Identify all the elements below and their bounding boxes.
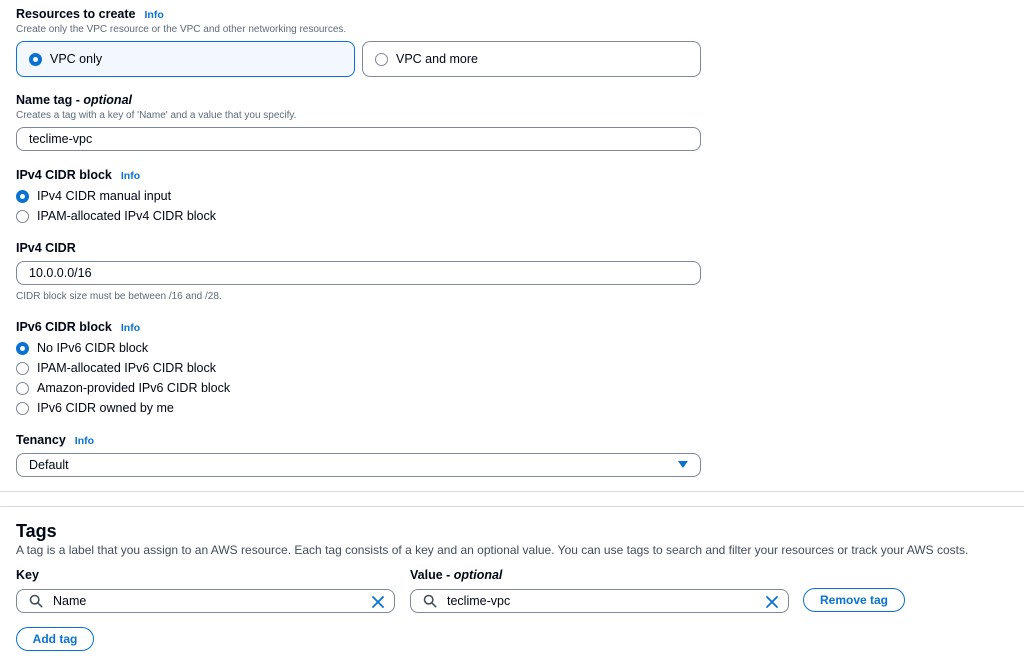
radio-ipv4-ipam-label: IPAM-allocated IPv4 CIDR block bbox=[37, 209, 216, 223]
clear-icon[interactable] bbox=[764, 594, 780, 610]
radio-ipv4-manual-label: IPv4 CIDR manual input bbox=[37, 189, 172, 203]
tile-vpc-only-label: VPC only bbox=[50, 52, 103, 66]
tenancy-info-link[interactable]: Info bbox=[74, 435, 95, 447]
name-tag-description: Creates a tag with a key of 'Name' and a value that you specify. bbox=[16, 110, 297, 121]
tag-value-value: teclime-vpc bbox=[447, 594, 511, 608]
remove-tag-button[interactable]: Remove tag bbox=[803, 588, 905, 612]
radio-ipv4-ipam[interactable] bbox=[16, 209, 216, 223]
radio-vpc-only[interactable] bbox=[29, 53, 42, 66]
radio-ipv6-owned-control[interactable] bbox=[16, 402, 29, 415]
radio-ipv6-none[interactable] bbox=[16, 341, 148, 355]
radio-ipv4-ipam-control[interactable] bbox=[16, 210, 29, 223]
tag-key-value: Name bbox=[53, 594, 87, 608]
radio-ipv6-amazon-label: Amazon-provided IPv6 CIDR block bbox=[37, 381, 231, 395]
add-tag-button[interactable]: Add tag bbox=[16, 627, 94, 651]
radio-ipv6-ipam-label: IPAM-allocated IPv6 CIDR block bbox=[37, 361, 216, 375]
radio-ipv6-amazon[interactable] bbox=[16, 381, 230, 395]
tile-vpc-and-more[interactable] bbox=[362, 41, 701, 77]
radio-ipv6-ipam-control[interactable] bbox=[16, 362, 29, 375]
search-icon bbox=[423, 594, 437, 608]
tags-title: Tags bbox=[16, 521, 57, 541]
tile-vpc-and-more-label: VPC and more bbox=[396, 52, 478, 66]
name-tag-label: Name tag - optional bbox=[16, 93, 132, 107]
radio-ipv6-ipam[interactable] bbox=[16, 361, 216, 375]
radio-ipv6-owned-label: IPv6 CIDR owned by me bbox=[37, 401, 174, 415]
tenancy-label: Tenancy Info bbox=[16, 433, 95, 447]
search-icon bbox=[29, 594, 43, 608]
ipv4-info-link[interactable]: Info bbox=[120, 170, 141, 182]
radio-ipv6-none-label: No IPv6 CIDR block bbox=[37, 341, 149, 355]
name-tag-value: teclime-vpc bbox=[29, 132, 93, 146]
ipv4-cidr-hint: CIDR block size must be between /16 and /28. bbox=[16, 291, 222, 302]
tag-value-label: Value - optional bbox=[410, 568, 503, 582]
radio-ipv6-owned[interactable] bbox=[16, 401, 174, 415]
ipv4-cidr-input[interactable] bbox=[16, 261, 701, 285]
ipv4-cidr-value: 10.0.0.0/16 bbox=[29, 266, 92, 280]
tag-key-label: Key bbox=[16, 568, 39, 582]
radio-ipv6-amazon-control[interactable] bbox=[16, 382, 29, 395]
ipv4-block-label: IPv4 CIDR block Info bbox=[16, 168, 141, 182]
radio-ipv6-none-control[interactable] bbox=[16, 342, 29, 355]
tags-description: A tag is a label that you assign to an AWS resource. Each tag consists of a key and an optional value. You can use tags to search and filter your resources or track your AWS costs. bbox=[16, 543, 969, 557]
name-tag-input[interactable] bbox=[16, 127, 701, 151]
radio-vpc-and-more[interactable] bbox=[375, 53, 388, 66]
resources-info-link[interactable]: Info bbox=[144, 9, 164, 21]
tenancy-select[interactable] bbox=[16, 453, 701, 477]
tenancy-value: Default bbox=[29, 458, 69, 472]
tile-vpc-only[interactable] bbox=[16, 41, 355, 77]
ipv4-cidr-label: IPv4 CIDR bbox=[16, 241, 76, 255]
radio-ipv4-manual[interactable] bbox=[16, 189, 171, 203]
clear-icon[interactable] bbox=[370, 594, 386, 610]
caret-down-icon bbox=[678, 461, 688, 468]
ipv6-info-link[interactable]: Info bbox=[120, 322, 141, 334]
resources-label: Resources to create Info bbox=[16, 7, 164, 21]
resources-description: Create only the VPC resource or the VPC and other networking resources. bbox=[16, 24, 347, 35]
tag-key-input[interactable] bbox=[16, 589, 395, 613]
tag-value-input[interactable] bbox=[410, 589, 789, 613]
radio-ipv4-manual-control[interactable] bbox=[16, 190, 29, 203]
ipv6-block-label: IPv6 CIDR block Info bbox=[16, 320, 141, 334]
